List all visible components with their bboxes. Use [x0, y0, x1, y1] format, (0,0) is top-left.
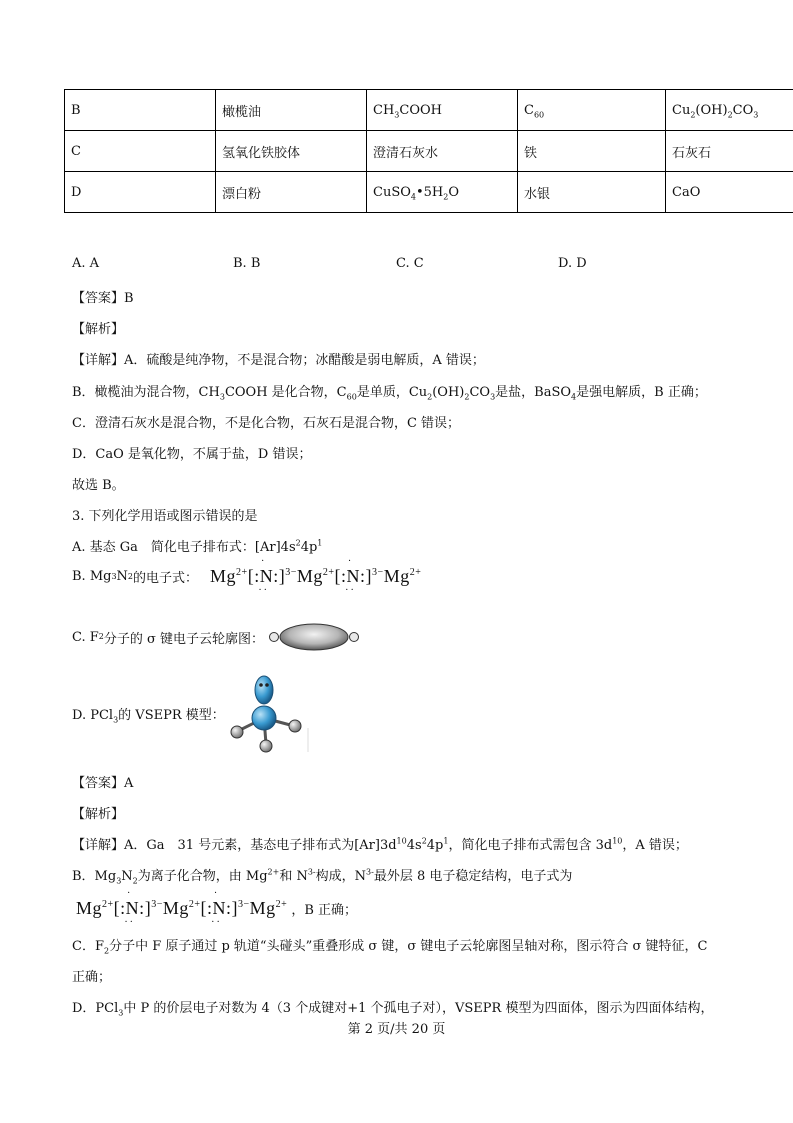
q2-answer: 【答案】B [72, 291, 134, 306]
q3-option-b: B. Mg 3 N 2 的电子式： $Mg^{2+}[:N$ · ·· $:]^{3-}Mg^{2+}[:N$ · ·· $:]^{3-}Mg^{2+}$ [72, 556, 422, 596]
table-row [65, 90, 793, 131]
q3-detail-c: C．$F_2$分子中 F 原子通过 p 轨道“头碰头”重叠形成 σ 键，σ 键电子云轮廓图呈轴对称，图示符合 σ 键特征，C [72, 939, 708, 956]
table-cell: 水银 [518, 172, 666, 213]
table-cell: CaO [666, 172, 793, 213]
table-cell: 铁 [518, 131, 666, 172]
table-cell: 氢氧化铁胶体 [216, 131, 367, 172]
table-cell: $Cu_2(OH)_2CO_3$ [666, 90, 793, 131]
table-cell: B [65, 90, 216, 131]
q3-option-d: D. PCl$_3$的 VSEPR 模型： [72, 708, 225, 725]
table-cell: $CuSO_4•5H_2O$ [367, 172, 518, 213]
table-row [65, 131, 793, 172]
q3-detail-b: B．$Mg_3N_2$为离子化合物，由 $Mg^{2+}$和 $N^{3-}$构成，$N^{3-}$最外层 8 电子稳定结构，电子式为 [72, 867, 573, 886]
table-cell: 澄清石灰水 [367, 131, 518, 172]
pcl3-vsepr-model-figure [226, 674, 312, 756]
q2-detail-b: B．橄榄油为混合物，$CH_3COOH$ 是化合物，$C_{60}$是单质，$Cu_2(OH)_2CO_3$是盐，BaSO$_4$是强电解质，B 正确； [72, 385, 707, 402]
table-row [65, 172, 793, 213]
classification-table [64, 89, 793, 213]
choice-b: B. B [233, 256, 261, 271]
q2-analysis-heading: 【解析】 [72, 322, 125, 337]
q2-detail-c: C．澄清石灰水是混合物，不是化合物，石灰石是混合物，C 错误； [72, 416, 461, 431]
q3-stem: 3. 下列化学用语或图示错误的是 [72, 509, 258, 524]
table-cell: 石灰石 [666, 131, 793, 172]
q2-detail-d: D．CaO 是氧化物，不属于盐，D 错误； [72, 447, 312, 462]
table-cell: 橄榄油 [216, 90, 367, 131]
q3-analysis-heading: 【解析】 [72, 807, 125, 822]
q3-detail-b-formula-line: $Mg^{2+}[:N$ · ·· $:]^{3-}Mg^{2+}[:N$ · ·· $:]^{3-}Mg^{2+}$ ，B 正确； [76, 888, 357, 928]
mg3n2-electron-formula: $Mg^{2+}[:N$ · ·· $:]^{3-}Mg^{2+}[:N$ · ·· $:]^{3-}Mg^{2+}$ [210, 556, 422, 596]
table-cell: 漂白粉 [216, 172, 367, 213]
choice-c: C. C [396, 256, 424, 271]
q2-conclusion: 故选 B。 [72, 478, 125, 493]
table-cell: D [65, 172, 216, 213]
page-footer: 第 2 页/共 20 页 [347, 1022, 446, 1037]
sigma-bond-orbital-figure [266, 622, 362, 652]
q3-option-a: A. 基态 Ga 简化电子排布式：$[Ar]4s^24p^1$ [72, 538, 323, 555]
choice-a: A. A [72, 256, 100, 271]
table-cell: $C_{60}$ [518, 90, 666, 131]
table-cell: $CH_3COOH$ [367, 90, 518, 131]
q3-option-c: C. F 2 分子的 σ 键电子云轮廓图： [72, 622, 362, 652]
choice-d: D. D [558, 256, 587, 271]
q3-answer: 【答案】A [72, 776, 134, 791]
mg3n2-electron-formula-answer: $Mg^{2+}[:N$ · ·· $:]^{3-}Mg^{2+}[:N$ · ·· $:]^{3-}Mg^{2+}$ [76, 888, 288, 928]
q3-detail-a: 【详解】A．Ga 31 号元素，基态电子排布式为$[Ar]3d^{10}4s^24p^1$，简化电子排布式需包含 $3d^{10}$，A 错误； [72, 836, 688, 853]
q2-detail-a: 【详解】A．硫酸是纯净物，不是混合物；冰醋酸是弱电解质，A 错误； [72, 353, 485, 368]
q3-detail-c-cont: 正确； [72, 970, 112, 985]
table-cell: C [65, 131, 216, 172]
q3-detail-d: D．PCl$_3$中 P 的价层电子对数为 4（3 个成键对+1 个孤电子对），VSEPR 模型为四面体，图示为四面体结构， [72, 1001, 714, 1018]
